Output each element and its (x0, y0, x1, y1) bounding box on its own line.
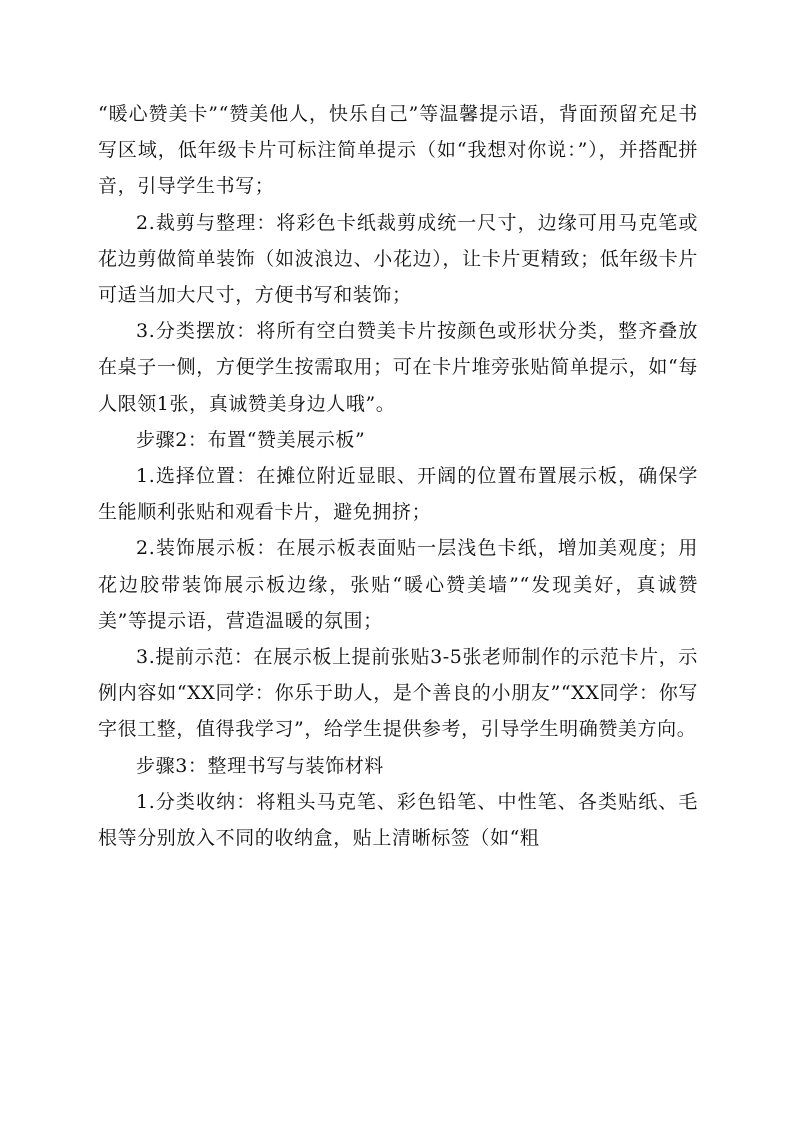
paragraph-choose-location: 1.选择位置：在摊位附近显眼、开阔的位置布置展示板，确保学生能顺利张贴和观看卡片，避免拥挤； (98, 465, 698, 524)
document-body (98, 96, 698, 856)
step-2-heading: 步骤2：布置“赞美展示板” (136, 428, 366, 451)
paragraph-decorate-board: 2.装饰展示板：在展示板表面贴一层浅色卡纸，增加美观度；用花边胶带装饰展示板边缘，张贴“暖心赞美墙”“发现美好，真诚赞美”等提示语，营造温暖的氛围； (98, 537, 698, 632)
paragraph-sort-storage: 1.分类收纳：将粗头马克笔、彩色铅笔、中性笔、各类贴纸、毛根等分别放入不同的收纳盒，贴上清晰标签（如“粗 (98, 790, 698, 850)
paragraph-cutting-and-sorting: 2.裁剪与整理：将彩色卡纸裁剪成统一尺寸，边缘可用马克笔或花边剪做简单装饰（如波浪边、小花边），让卡片更精致；低年级卡片可适当加大尺寸，方便书写和装饰； (98, 211, 698, 307)
step-3-heading: 步骤3：整理书写与装饰材料 (136, 754, 384, 777)
paragraph-demo-cards: 3.提前示范：在展示板上提前张贴3-5张老师制作的示范卡片，示例内容如“XX同学：你乐于助人，是个善良的小朋友”“XX同学：你写字很工整，值得我学习”，给学生提供参考，引导学生明确赞美方向。 (98, 646, 698, 741)
paragraph-categorize-placement: 3.分类摆放：将所有空白赞美卡片按颜色或形状分类，整齐叠放在桌子一侧，方便学生按需取用；可在卡片堆旁张贴简单提示，如“每人限领1张，真诚赞美身边人哦”。 (98, 320, 698, 415)
paragraph-card-design-continued: “暖心赞美卡”“赞美他人，快乐自己”等温馨提示语，背面预留充足书写区域，低年级卡片可标注简单提示（如“我想对你说：”），并搭配拼音，引导学生书写； (98, 103, 698, 198)
